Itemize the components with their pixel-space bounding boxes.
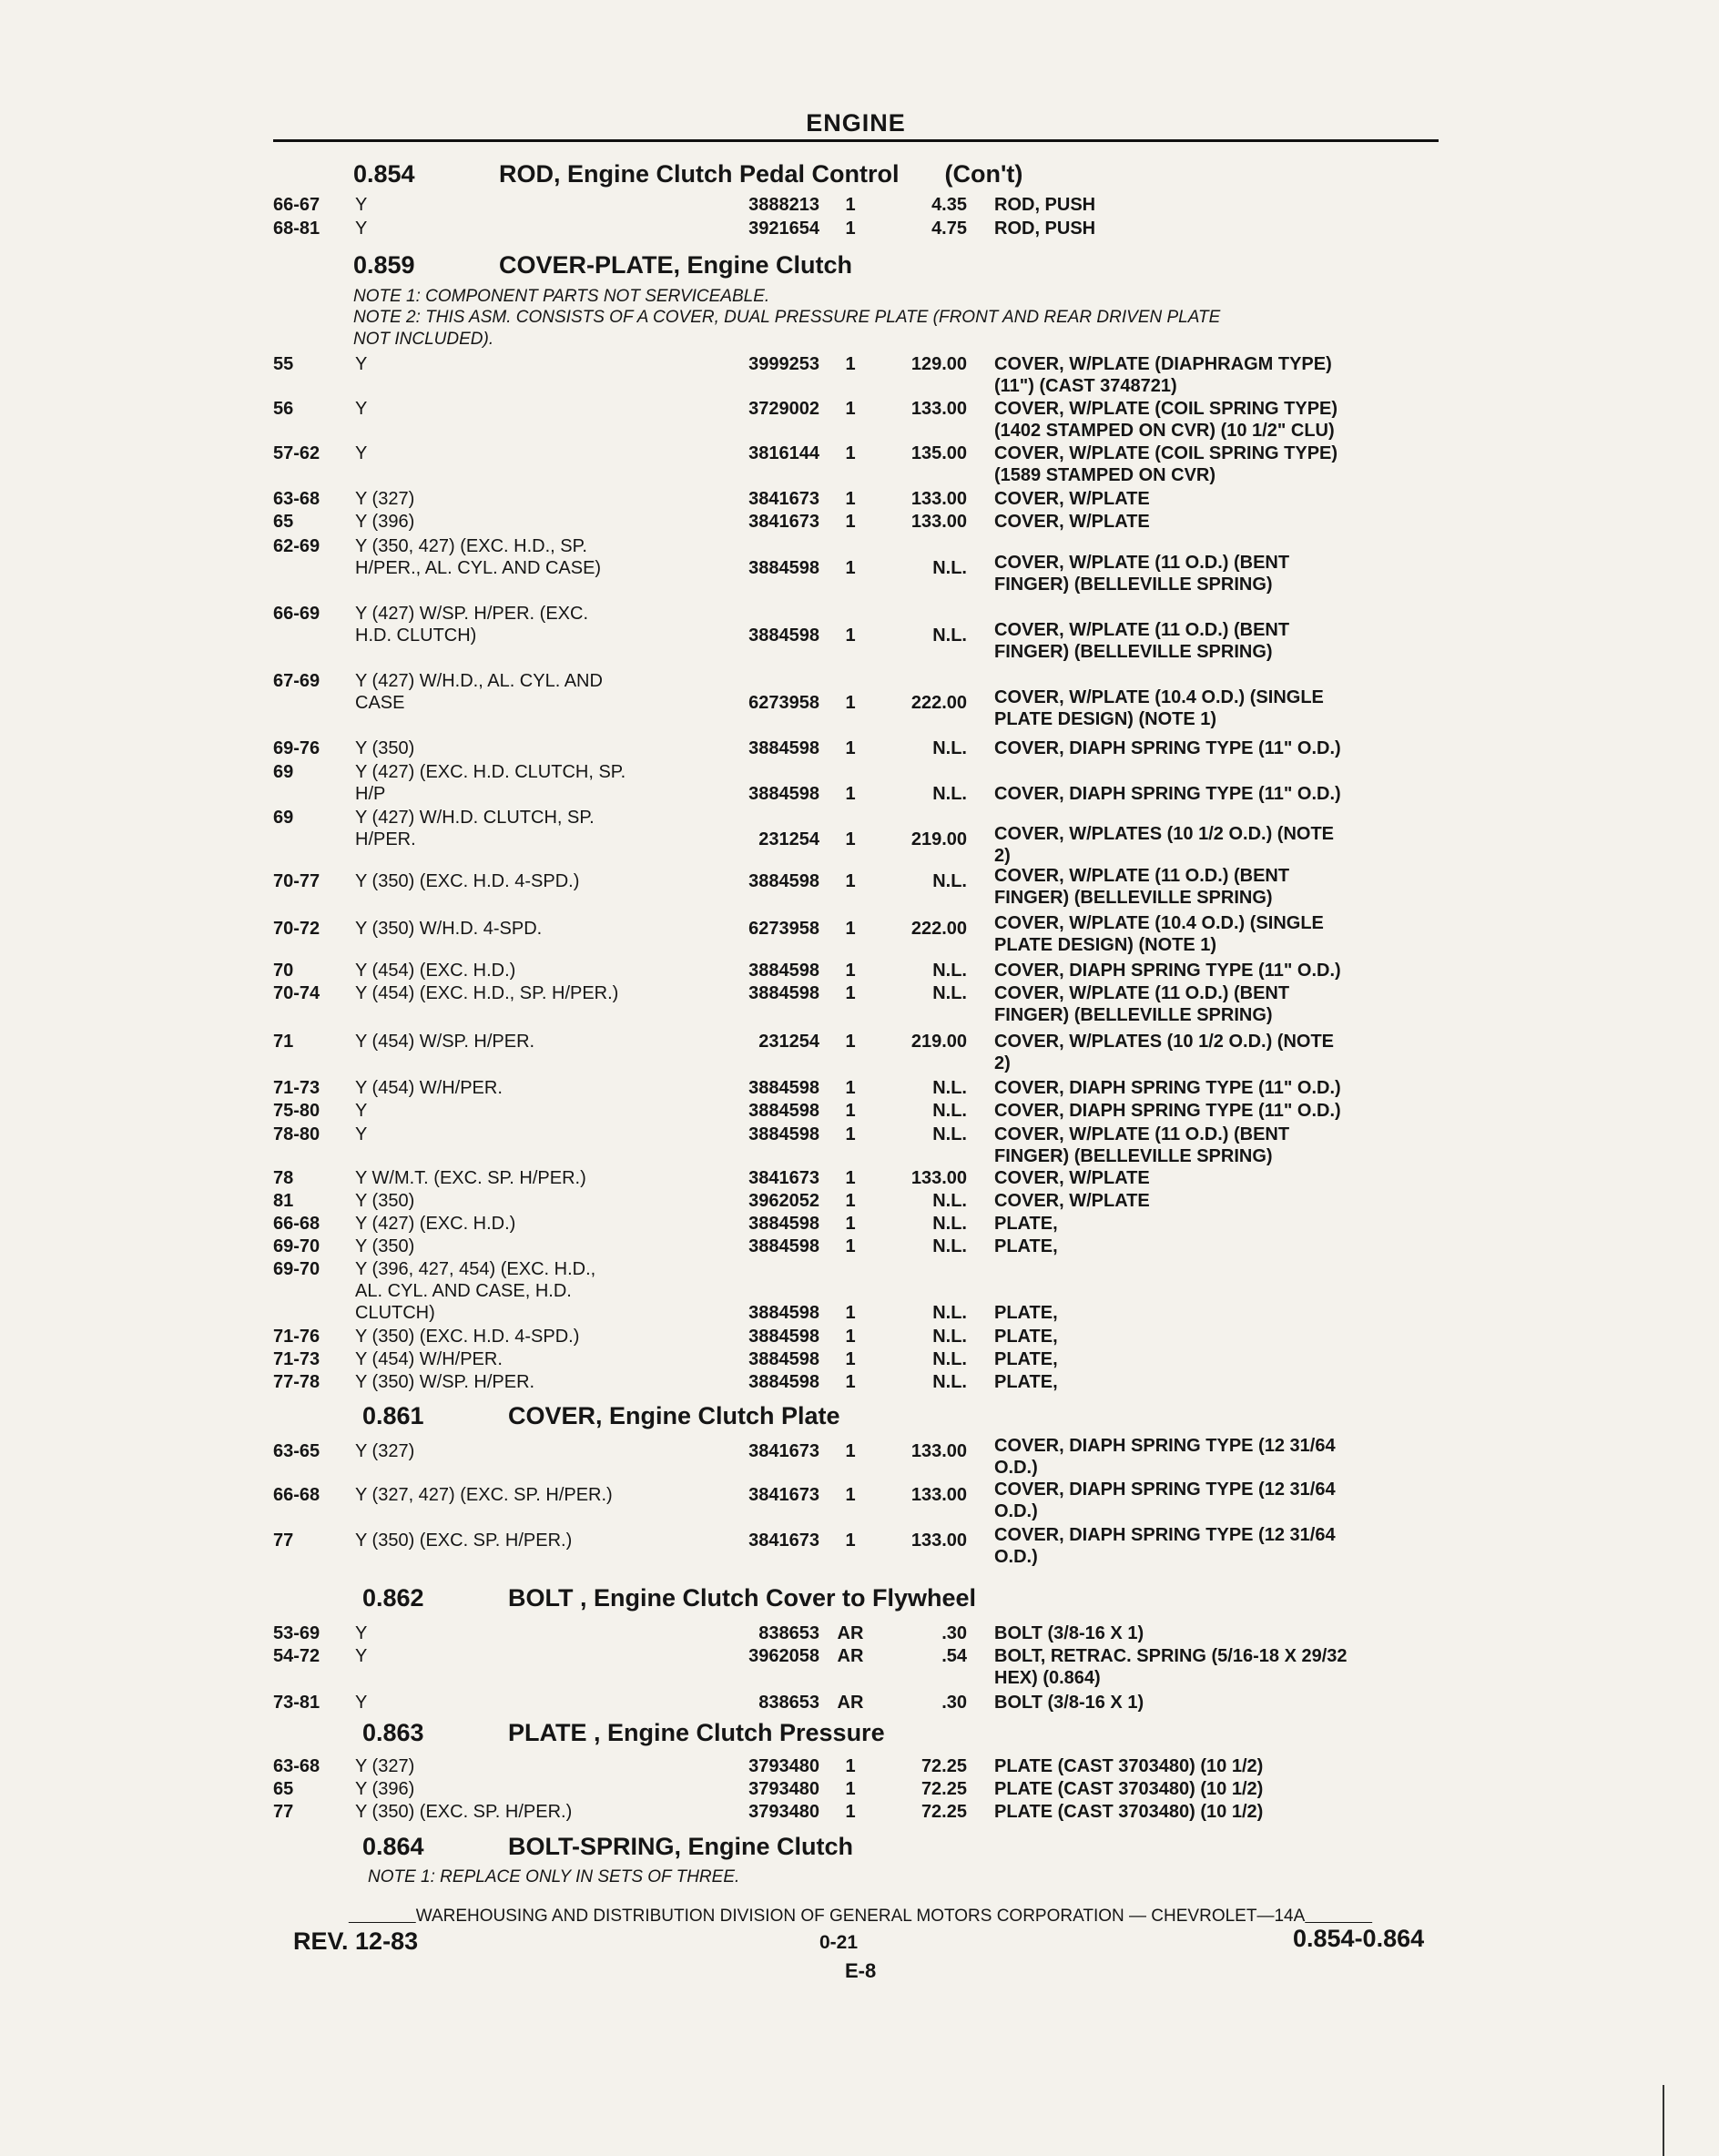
- section-heading-0859: [353, 251, 852, 280]
- section-number: 0.864: [362, 1833, 424, 1860]
- section-note: NOTE 1: REPLACE ONLY IN SETS OF THREE.: [368, 1867, 740, 1886]
- section-title: COVER-PLATE, Engine Clutch: [499, 251, 853, 279]
- section-heading-0864: [362, 1833, 853, 1861]
- scan-mark: [1663, 2085, 1664, 2156]
- footer-division: WAREHOUSING AND DISTRIBUTION DIVISION OF GENERAL MOTORS CORPORATION — CHEVROLET—14A: [415, 1907, 1306, 1926]
- section-title: BOLT-SPRING, Engine Clutch: [508, 1833, 854, 1860]
- page-number: 0-21: [819, 1932, 859, 1953]
- section-number: 0.859: [353, 251, 415, 279]
- page-title: ENGINE: [806, 109, 906, 137]
- header-rule: [273, 139, 1439, 142]
- catalog-page: ENGINE 0.854 ROD, Engine Clutch Pedal Control (Con't) 66-67 Y 3888213 1 4.35 ROD, PUSH 68-81 Y 3921654 1 4.75 ROD, PUSH 0.859 COVER-PLATE, Engine Clutch NOTE 1: COMPONENT PARTS NOT SERVICEABLE. NOTE 2: THIS ASM. CONSISTS OF A COVER, DUAL PRESSURE PLATE (FRONT AND REAR DRIVEN PLATE NOT INCLUDED). 55 Y 3999253 1 129.00 COVER, W/PLATE (DIAPHRAGM TYPE) (11") (CAST 3748721) 56 Y 3729002 1 133.00 COVER, W/PLATE (COIL SPRING TYPE) (1402 STAMPED ON CVR) (10 1/2" CLU) 57-62 Y 3816144 1 135.00 COVER, W/PLATE (COIL SPRING TYPE) (1589 STAMPED ON CVR) 63-68 Y (327) 3841673 1 133.00 COVER, W/PLATE 65 Y (396) 3841673 1 133.00 COVER, W/PLATE 62-69 Y (350, 427) (EXC. H.D., SP. H/PER., AL. CYL. AND CASE) 3884598 1 N.L. COVER, W/PLATE (11 O.D.) (BENT FINGER) (BELLEVILLE SPRING) 66-69 Y (427) W/SP. H/PER. (EXC. H.D. CLUTCH) 3884598 1 N.L. COVER, W/PLATE (11 O.D.) (BENT FINGER) (BELLEVILLE SPRING) 67-69 Y (427) W/H.D., AL. CYL. AND CASE 6273958 1 222.00 COVER, W/PLATE (10.4 O.D.) (SINGLE PLATE DESIGN) (NOTE 1) 69-76 Y (350) 3884598 1 N.L. COVER, DIAPH SPRING TYPE (11" O.D.) 69 Y (427) (EXC. H.D. CLUTCH, SP. H/P 3884598 1 N.L. COVER, DIAPH SPRING TYPE (11" O.D.) 69 Y (427) W/H.D. CLUTCH, SP. H/PER. 231254 1 219.00 COVER, W/PLATES (10 1/2 O.D.) (NOTE 2) 70-77 Y (350) (EXC. H.D. 4-SPD.) 3884598 1 N.L. COVER, W/PLATE (11 O.D.) (BENT FINGER) (BELLEVILLE SPRING) 70-72 Y (350) W/H.D. 4-SPD. 6273958 1 222.00 COVER, W/PLATE (10.4 O.D.) (SINGLE PLATE DESIGN) (NOTE 1) 70 Y (454) (EXC. H.D.) 3884598 1 N.L. COVER, DIAPH SPRING TYPE (11" O.D.) 70-74 Y (454) (EXC. H.D., SP. H/PER.) 3884598 1 N.L. COVER, W/PLATE (11 O.D.) (BENT FINGER) (BELLEVILLE SPRING) 71 Y (454) W/SP. H/PER. 231254 1 219.00 COVER, W/PLATES (10 1/2 O.D.) (NOTE 2) 71-73 Y (454) W/H/PER. 3884598 1 N.L. COVER, DIAPH SPRING TYPE (11" O.D.) 75-80 Y 3884598 1 N.L. COVER, DIAPH SPRING TYPE (11" O.D.) 78-80 Y 3884598 1 N.L. COVER, W/PLATE (11 O.D.) (BENT FINGER) (BELLEVILLE SPRING) 78 Y W/M.T. (EXC. SP. H/PER.) 3841673 1 133.00 COVER, W/PLATE 81 Y (350) 3962052 1 N.L. COVER, W/PLATE 66-68 Y (427) (EXC. H.D.) 3884598 1 N.L. PLATE, 69-70 Y (350) 3884598 1 N.L. PLATE, 69-70 Y (396, 427, 454) (EXC. H.D., AL. CYL. AND CASE, H.D. CLUTCH) 3884598 1 N.L. PLATE, 71-76 Y (350) (EXC. H.D. 4-SPD.) 3884598 1 N.L. PLATE, 71-73 Y (454) W/H/PER. 3884598 1 N.L. PLATE, 77-78 Y (350) W/SP. H/PER. 3884598 1 N.L. PLATE, 0.861 COVER, Engine Clutch Plate 63-65 Y (327) 3841673 1 133.00 COVER, DIAPH SPRING TYPE (12 31/64 O.D.) 66-68 Y (327, 427) (EXC. SP. H/PER.) 3841673 1 133.00 COVER, DIAPH SPRING TYPE (12 31/64 O.D.) 77 Y (350) (EXC. SP. H/PER.) 3841673 1 133.00 COVER, DIAPH SPRING TYPE (12 31/64 O.D.) 0.862 BOLT , Engine Clutch Cover to Flywheel 53-69 Y 838653 AR .30 BOLT (3/8-16 X 1) 54-72 Y 3962058 AR .54 BOLT, RETRAC. SPRING (5/16-18 X 29/32 HEX) (0.864) 73-81 Y 838653 AR .30 BOLT (3/8-16 X 1) 0.863 PLATE , Engine Clutch Pressure 63-68 Y (327) 3793480 1 72.25 PLATE (CAST 3703480) (10 1/2) 65 Y (396) 3793480 1 72.25 PLATE (CAST 3703480) (10 1/2) 77 Y (350) (EXC. SP. H/PER.) 3793480 1 72.25 PLATE (CAST 3703480) (10 1/2) 0.864 BOLT-SPRING, Engine Clutch NOTE 1: REPLACE ONLY IN SETS OF THREE. WAREHOUSING AND DISTRIBUTION DIVISION OF GENERAL MOTORS CORPORATION — CHEVROLET—14A REV. 12-83 0-21 0.854-0.864 E-8: [0, 0, 1719, 2156]
- section-number: 0.861: [362, 1402, 424, 1429]
- revision-date: REV. 12-83: [293, 1927, 419, 1955]
- section-title: BOLT , Engine Clutch Cover to Flywheel: [508, 1584, 977, 1612]
- section-title: PLATE , Engine Clutch Pressure: [508, 1719, 885, 1746]
- section-number: 0.862: [362, 1584, 424, 1612]
- section-range: 0.854-0.864: [1293, 1925, 1425, 1952]
- section-title: ROD, Engine Clutch Pedal Control: [499, 160, 900, 188]
- section-heading-0854: [353, 160, 1022, 188]
- sheet-number: E-8: [845, 1959, 877, 1982]
- section-note: NOTE 1: COMPONENT PARTS NOT SERVICEABLE.: [353, 287, 770, 306]
- section-heading-0863: [362, 1719, 885, 1747]
- section-heading-0861: [362, 1402, 840, 1430]
- section-note: NOTE 2: THIS ASM. CONSISTS OF A COVER, DUAL PRESSURE PLATE (FRONT AND REAR DRIVEN PLATE NOT INCLUDED).: [353, 308, 1221, 349]
- section-title: COVER, Engine Clutch Plate: [508, 1402, 840, 1429]
- section-continued: (Con't): [944, 160, 1023, 188]
- section-number: 0.854: [353, 160, 415, 188]
- section-heading-0862: [362, 1584, 976, 1612]
- section-number: 0.863: [362, 1719, 424, 1746]
